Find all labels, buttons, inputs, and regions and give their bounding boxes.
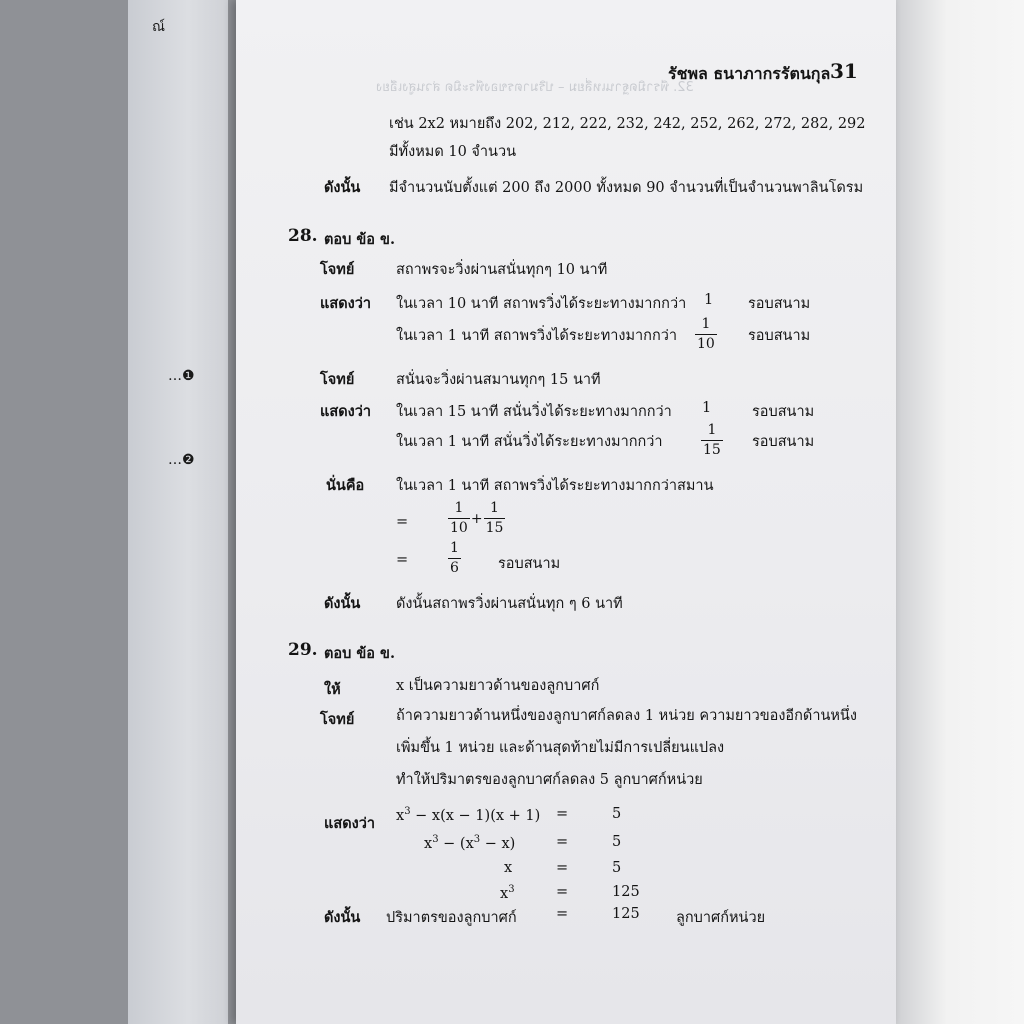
fraction-a: $\frac{1}{10}$ bbox=[450, 500, 468, 536]
q28-result-unit: รอบสนาม bbox=[498, 556, 561, 572]
q28-show1-val1: 1 bbox=[704, 292, 714, 308]
q28-given2-text: สนั่นจะวิ่งผ่านสมานทุกๆ 15 นาที bbox=[396, 372, 601, 388]
equation-sign: = bbox=[556, 806, 569, 822]
fraction-b: $\frac{1}{15}$ bbox=[485, 500, 504, 536]
q29-given-line2: เพิ่มขึ้น 1 หน่วย และด้านสุดท้ายไม่มีการเปลี่ยนแปลง bbox=[396, 740, 725, 756]
facing-page-left bbox=[128, 0, 228, 1024]
q28-thatis-label: นั่นคือ bbox=[326, 477, 365, 494]
q27-example: เช่น 2x2 หมายถึง 202, 212, 222, 232, 242, 252, 262, 272, 282, 292 bbox=[389, 116, 866, 132]
q28-therefore-text: ดังนั้นสถาพรวิ่งผ่านสนั่นทุก ๆ 6 นาที bbox=[396, 596, 623, 612]
q28-show1-label: แสดงว่า bbox=[320, 295, 371, 312]
facing-page-right bbox=[896, 0, 1024, 1024]
q29-therefore-label: ดังนั้น bbox=[324, 909, 361, 926]
fraction-numerator: 1 bbox=[701, 316, 711, 332]
plus-sign: + bbox=[470, 510, 483, 527]
q28-given1-label: โจทย์ bbox=[320, 261, 355, 278]
q28-given1-text: สถาพรจะวิ่งผ่านสนั่นทุกๆ 10 นาที bbox=[396, 262, 608, 278]
q29-given-label: โจทย์ bbox=[320, 711, 355, 728]
equation-rhs: 5 bbox=[612, 834, 622, 850]
q29-therefore-text: ปริมาตรของลูกบาศก์ bbox=[386, 910, 517, 926]
equation-sign: = bbox=[556, 884, 569, 900]
left-page-fragment: ณ์ bbox=[152, 19, 165, 35]
q28-show2-val1: 1 bbox=[702, 400, 712, 416]
q29-answer: ตอบ ข้อ ข. bbox=[324, 645, 396, 662]
q28-fraction-1-15 bbox=[701, 422, 723, 459]
q28-equals-2: = bbox=[396, 552, 409, 568]
q29-let-label: ให้ bbox=[324, 681, 341, 698]
q29-therefore-unit: ลูกบาศก์หน่วย bbox=[676, 910, 766, 926]
q28-show2-line1: ในเวลา 15 นาที สนั่นวิ่งได้ระยะทางมากกว่า bbox=[396, 404, 672, 420]
marker-1: …❶ bbox=[168, 368, 195, 384]
equation-lhs: $x^3$ bbox=[500, 884, 515, 902]
equation-rhs: 5 bbox=[612, 860, 622, 876]
q28-show1-line2: ในเวลา 1 นาที สถาพรวิ่งได้ระยะทางมากกว่า bbox=[396, 328, 678, 344]
page-number: 31 bbox=[830, 59, 858, 83]
q29-given-line3: ทำให้ปริมาตรของลูกบาศก์ลดลง 5 ลูกบาศก์หน่วย bbox=[396, 772, 703, 788]
bleed-through-text: 32. พีรามิดฐานเหลี่ยม – ปริมาตรของพีระมิด ส่วนสูงเอียง bbox=[376, 80, 694, 95]
fraction-numerator: 1 bbox=[707, 422, 717, 438]
author-name: รัชพล ธนาภากรรัตนกุล bbox=[668, 64, 831, 83]
q28-number: 28. bbox=[288, 226, 318, 246]
q28-show2-label: แสดงว่า bbox=[320, 403, 371, 420]
q29-given-line1: ถ้าความยาวด้านหนึ่งของลูกบาศก์ลดลง 1 หน่วย ความยาวของอีกด้านหนึ่ง bbox=[396, 708, 857, 724]
equation-lhs: x bbox=[504, 860, 513, 876]
q28-therefore-label: ดังนั้น bbox=[324, 595, 361, 612]
q29-let-text: x เป็นความยาวด้านของลูกบาศก์ bbox=[396, 678, 600, 694]
q28-show1-line1: ในเวลา 10 นาที สถาพรวิ่งได้ระยะทางมากกว่า bbox=[396, 296, 687, 312]
q28-fraction-1-10 bbox=[695, 316, 717, 353]
q27-therefore-text: มีจำนวนนับตั้งแต่ 200 ถึง 2000 ทั้งหมด 90 จำนวนที่เป็นจำนวนพาลินโดรม bbox=[389, 180, 864, 196]
q28-show2-unit2: รอบสนาม bbox=[752, 434, 815, 450]
q28-show2-line2: ในเวลา 1 นาที สนั่นวิ่งได้ระยะทางมากกว่า bbox=[396, 434, 663, 450]
q28-given2-label: โจทย์ bbox=[320, 371, 355, 388]
q29-therefore-value: 125 bbox=[612, 906, 640, 922]
q29-show-label: แสดงว่า bbox=[324, 815, 375, 832]
equation-sign: = bbox=[556, 834, 569, 850]
q28-equals-1: = bbox=[396, 514, 409, 530]
q27-count: มีทั้งหมด 10 จำนวน bbox=[389, 144, 517, 160]
equation-sign: = bbox=[556, 860, 569, 876]
marker-2: …❷ bbox=[168, 452, 195, 468]
equation-rhs: 125 bbox=[612, 884, 640, 900]
fraction-denominator: 15 bbox=[703, 442, 721, 458]
q27-therefore-label: ดังนั้น bbox=[324, 179, 361, 196]
q29-therefore-equals: = bbox=[556, 906, 569, 922]
q28-show2-unit1: รอบสนาม bbox=[752, 404, 815, 420]
q28-show1-unit2: รอบสนาม bbox=[748, 328, 811, 344]
equation-rhs: 5 bbox=[612, 806, 622, 822]
fraction-denominator: 10 bbox=[697, 336, 715, 352]
q28-thatis-text: ในเวลา 1 นาที สถาพรวิ่งได้ระยะทางมากกว่าสมาน bbox=[396, 478, 714, 494]
book-page bbox=[236, 0, 896, 1024]
equation-lhs: $x^3 - (x^3 - x)$ bbox=[424, 834, 516, 852]
q28-fraction-sum bbox=[448, 500, 505, 537]
q28-answer: ตอบ ข้อ ข. bbox=[324, 231, 396, 248]
q29-number: 29. bbox=[288, 640, 318, 660]
q28-show1-unit1: รอบสนาม bbox=[748, 296, 811, 312]
equation-lhs: $x^3 - x(x - 1)(x + 1)$ bbox=[396, 806, 541, 824]
q28-result-fraction: 1 6 bbox=[450, 540, 459, 576]
